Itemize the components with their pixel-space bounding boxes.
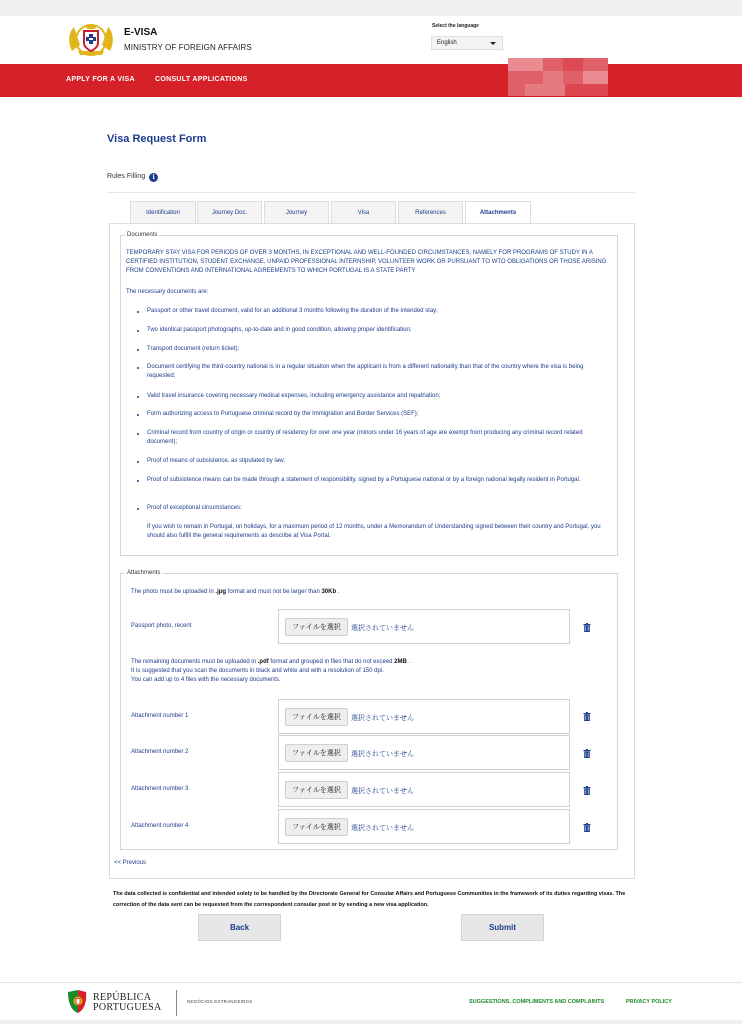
documents-needed-label: The necessary documents are: — [126, 289, 209, 295]
file-status: 選択されていません — [351, 824, 414, 832]
page-title: Visa Request Form — [107, 133, 207, 145]
document-item: Criminal record from country of origin or country of residency for over one year (minors under 16 years of age are exempt from producing any criminal record related document); — [147, 430, 583, 445]
bullet — [137, 349, 139, 351]
chevron-down-icon — [490, 42, 496, 45]
tab-journey-doc[interactable]: Journey Doc. — [197, 201, 262, 223]
tab-journey[interactable]: Journey — [264, 201, 329, 223]
attachment-4-label: Attachment number 4 — [131, 823, 189, 829]
documents-legend: Documents — [127, 232, 158, 238]
rules-filling-label: Rules Filling — [107, 173, 146, 180]
language-select[interactable] — [431, 36, 503, 50]
language-label: Select the language — [432, 23, 479, 29]
choose-file-button[interactable]: ファイルを選択 — [285, 781, 348, 799]
main-nav-bar — [0, 64, 742, 97]
nav-apply-for-visa[interactable]: APPLY FOR A VISA — [66, 76, 135, 83]
document-note: If you wish to remain in Portugal, on holidays, for a maximum period of 12 months, under a Memorandum of Understanding signed between their country and Portugal, you should also fulfill the general requirements as describe at Visa Portal. — [147, 524, 601, 539]
attachment-2-file-input[interactable] — [278, 735, 570, 770]
bullet — [137, 311, 139, 313]
trash-icon[interactable] — [583, 712, 591, 721]
documents-intro: TEMPORARY STAY VISA FOR PERIODS OF OVER 3 MONTHS, IN EXCEPTIONAL AND WELL-FOUNDED CIRCUMSTANCES, NAMELY FOR PROGRAMS OF STUDY IN A CERTIFIED INSTITUTION, STUDENT EXCHANGE, UNPAID PROFESSIONAL INTERNSHIP, VOLUNTEER WORK OR PURSUANT TO WTO OBLIGATIONS OR THOSE ARISING FROM CONVENTIONS AND INTERNATIONAL AGREEMENTS TO WHICH PORTUGAL IS A STATE PARTY — [126, 250, 607, 274]
republica-portuguesa-logo — [66, 988, 88, 1014]
tab-visa[interactable]: Visa — [331, 201, 396, 223]
app-title: E-VISA — [124, 27, 158, 38]
attachment-4-file-input[interactable] — [278, 809, 570, 844]
document-item: Form authorizing access to Portuguese criminal record by the Immigration and Border Services (SEF); — [147, 411, 419, 417]
document-item: Proof of exceptional circumstances: — [147, 505, 242, 511]
bullet — [137, 480, 139, 482]
photo-upload-note: The photo must be uploaded in .jpg format and must not be larger than 30Kb . — [131, 589, 340, 595]
trash-icon[interactable] — [583, 823, 591, 832]
passport-photo-file-input[interactable] — [278, 609, 570, 644]
tab-attachments[interactable]: Attachments — [465, 201, 531, 224]
attachment-3-file-input[interactable] — [278, 772, 570, 807]
document-item: Passport or other travel document, valid for an additional 3 months following the duration of the intended stay; — [147, 308, 438, 314]
file-status: 選択されていません — [351, 750, 414, 758]
bullet — [137, 396, 139, 398]
attachments-legend: Attachments — [127, 570, 161, 576]
choose-file-button[interactable]: ファイルを選択 — [285, 618, 348, 636]
attachment-1-file-input[interactable] — [278, 699, 570, 734]
tab-identification[interactable]: Identification — [130, 201, 196, 223]
bullet — [137, 461, 139, 463]
rules-filling[interactable] — [107, 173, 158, 182]
trash-icon[interactable] — [583, 786, 591, 795]
passport-photo-label: Passport photo, recent — [131, 623, 192, 629]
file-status: 選択されていません — [351, 624, 414, 632]
back-button[interactable]: Back — [198, 914, 281, 941]
suggestions-link[interactable]: SUGGESTIONS, COMPLIMENTS AND COMPLAINTS — [469, 999, 605, 1005]
divider — [107, 192, 635, 193]
attachment-3-label: Attachment number 3 — [131, 786, 189, 792]
privacy-policy-link[interactable]: PRIVACY POLICY — [626, 999, 672, 1005]
bullet — [137, 414, 139, 416]
attachment-1-label: Attachment number 1 — [131, 713, 189, 719]
attachment-2-label: Attachment number 2 — [131, 749, 189, 755]
file-status: 選択されていません — [351, 787, 414, 795]
footer-separator — [176, 990, 177, 1016]
document-item: Proof of subsistence means can be made through a statement of responsibility, signed by a Portuguese national or by a foreign national legally resident in Portugal. — [147, 477, 581, 483]
documents-upload-note: The remaining documents must be uploaded in .pdf format and grouped in files that do not exceed 2MB . It is suggested that you scan the documents in black and white and with a resolution of 150 dpi. You can add up to 4 files with the necessary documents. — [131, 659, 411, 683]
coat-of-arms-logo — [66, 21, 116, 59]
bullet — [137, 367, 139, 369]
bullet — [137, 433, 139, 435]
choose-file-button[interactable]: ファイルを選択 — [285, 744, 348, 762]
trash-icon[interactable] — [583, 749, 591, 758]
choose-file-button[interactable]: ファイルを選択 — [285, 708, 348, 726]
document-item: Transport document (return ticket); — [147, 346, 240, 352]
submit-button[interactable]: Submit — [461, 914, 544, 941]
nav-consult-applications[interactable]: CONSULT APPLICATIONS — [155, 76, 248, 83]
previous-link[interactable]: << Previous — [114, 860, 147, 866]
republica-portuguesa-text: REPÚBLICA PORTUGUESA — [93, 992, 162, 1013]
file-status: 選択されていません — [351, 714, 414, 722]
bottom-strip — [0, 1020, 742, 1024]
tab-references[interactable]: References — [398, 201, 463, 223]
document-item: Proof of means of subsistence, as stipulated by law; — [147, 458, 286, 464]
choose-file-button[interactable]: ファイルを選択 — [285, 818, 348, 836]
document-item: Valid travel insurance covering necessary medical expenses, including emergency assistance and repatriation; — [147, 393, 441, 399]
language-value: English — [437, 40, 457, 46]
trash-icon[interactable] — [583, 623, 591, 632]
document-item: Document certifying the third-country national is in a regular situation when the applicant is from a different nationality than that of the country where the visa is being requested; — [147, 364, 584, 379]
document-item: Two identical passport photographs, up-to-date and in good condition, allowing proper identification; — [147, 327, 412, 333]
ministry-name: MINISTRY OF FOREIGN AFFAIRS — [124, 43, 252, 52]
bullet — [137, 508, 139, 510]
data-disclaimer: The data collected is confidential and intended solely to be handled by the Directorate General for Consular Affairs and Portuguese Communities in the framework of its duties regarding visas. The correction of the data sent can be requested from the correspondent consular post or by sending a new visa application. — [113, 891, 626, 908]
info-icon[interactable]: i — [149, 173, 158, 182]
top-strip — [0, 0, 742, 16]
bullet — [137, 330, 139, 332]
site-header — [0, 16, 742, 64]
footer-divider — [0, 982, 742, 983]
negocios-estrangeiros-text: NEGÓCIOS ESTRANGEIROS — [187, 999, 253, 1004]
